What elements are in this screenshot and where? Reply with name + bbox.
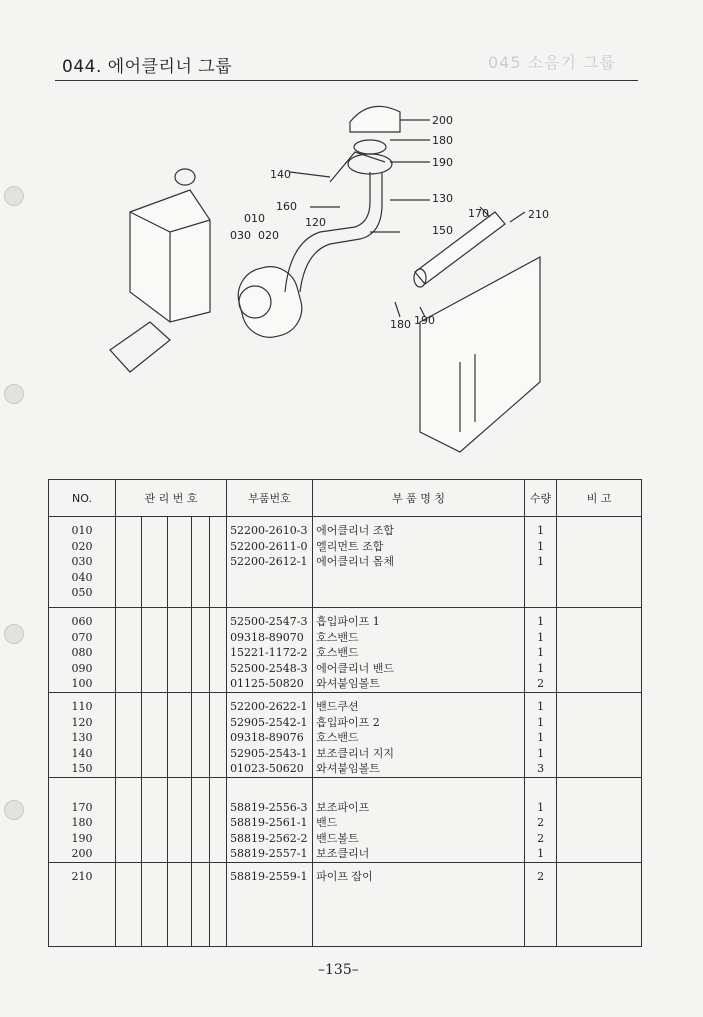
cell-qty xyxy=(525,693,557,778)
cell-qty-value: 3 xyxy=(537,762,545,775)
cell-part-no-value: 52200-2612-1 xyxy=(230,555,308,568)
cell-qty xyxy=(525,778,557,863)
cell-mgmt-code xyxy=(142,693,168,778)
cell-note xyxy=(557,693,642,778)
cell-qty-value xyxy=(528,570,553,586)
cell-part-name-value: 호스밴드 xyxy=(316,646,359,659)
cell-mgmt-code xyxy=(210,693,227,778)
cell-part-name-value: 에어클리너 몸체 xyxy=(316,555,394,568)
cell-part-no-value: 58819-2559-1 xyxy=(230,870,308,883)
cell-qty-value: 1 xyxy=(537,800,545,814)
callout-170: 170 xyxy=(468,207,489,220)
table-row-group xyxy=(49,693,642,778)
cell-qty-value: 1 xyxy=(537,646,545,659)
cell-part-no-value: 52905-2542-1 xyxy=(230,715,308,729)
cell-note xyxy=(557,608,642,693)
cell-mgmt-code xyxy=(210,863,227,947)
callout-190: 190 xyxy=(414,314,435,327)
exploded-parts-diagram xyxy=(100,92,560,472)
cell-qty-value: 1 xyxy=(537,731,545,744)
diagram-svg xyxy=(100,92,560,472)
cell-no-value xyxy=(52,784,112,800)
cell-mgmt-code xyxy=(168,863,192,947)
cell-no xyxy=(49,608,116,693)
cell-note xyxy=(557,863,642,947)
cell-part-name-value: 보조클리너 지지 xyxy=(316,746,394,760)
cell-part-name-value: 호스밴드 xyxy=(316,731,359,744)
cell-part-name-value xyxy=(316,570,521,586)
cell-qty-value: 1 xyxy=(537,615,545,628)
cell-mgmt-code xyxy=(192,693,210,778)
cell-part-name-value: 파이프 잡이 xyxy=(316,870,373,883)
cell-no-value: 090 xyxy=(71,661,93,675)
cell-no-value: 070 xyxy=(71,630,93,644)
cell-qty-value: 1 xyxy=(537,847,545,860)
cell-qty xyxy=(525,517,557,608)
cell-part-no-value: 58819-2556-3 xyxy=(230,800,308,814)
cell-mgmt-code xyxy=(142,517,168,608)
cell-note xyxy=(557,778,642,863)
callout-160: 160 xyxy=(276,200,297,213)
cell-qty-value: 1 xyxy=(537,555,545,568)
cell-mgmt-code xyxy=(192,608,210,693)
cell-part-name xyxy=(313,778,525,863)
callout-020: 020 xyxy=(258,229,279,242)
table-row-group xyxy=(49,608,642,693)
cell-mgmt-code xyxy=(210,778,227,863)
cell-part-no-value: 09318-89070 xyxy=(230,630,304,644)
cell-part-name-value: 보조파이프 xyxy=(316,800,370,814)
cell-mgmt-code xyxy=(168,693,192,778)
header-rule xyxy=(55,80,638,81)
cell-mgmt-code xyxy=(168,608,192,693)
table-header-row xyxy=(49,480,642,517)
cell-qty-value: 2 xyxy=(537,870,545,883)
cell-part-name-value xyxy=(316,585,521,601)
cell-qty-value: 1 xyxy=(537,539,545,553)
header-qty: 수량 xyxy=(525,480,557,517)
cell-mgmt-code xyxy=(168,517,192,608)
cell-mgmt-code xyxy=(192,778,210,863)
header-no: NO. xyxy=(49,480,116,517)
cell-no-value: 080 xyxy=(71,646,93,659)
cell-qty-value xyxy=(528,784,553,800)
cell-qty-value: 1 xyxy=(537,700,545,713)
callout-150: 150 xyxy=(432,224,453,237)
callout-010: 010 xyxy=(244,212,265,225)
cell-qty-value: 2 xyxy=(537,816,545,829)
cell-mgmt-code xyxy=(116,778,142,863)
punch-hole xyxy=(4,186,24,206)
callout-200: 200 xyxy=(432,114,453,127)
cell-mgmt-code xyxy=(192,863,210,947)
cell-part-name-value: 밴드볼트 xyxy=(316,831,359,845)
cell-qty-value: 2 xyxy=(537,677,545,690)
cell-qty-value: 1 xyxy=(537,715,545,729)
header-note: 비 고 xyxy=(557,480,642,517)
cell-qty-value: 1 xyxy=(537,661,545,675)
cell-part-name-value: 와셔붙임볼트 xyxy=(316,677,380,690)
cell-no-value: 020 xyxy=(71,539,93,553)
cell-part-no-value: 09318-89076 xyxy=(230,731,304,744)
cell-part-name-value: 에어클리너 조합 xyxy=(316,524,394,537)
callout-030: 030 xyxy=(230,229,251,242)
cell-part-no-value: 52905-2543-1 xyxy=(230,746,308,760)
cell-part-no xyxy=(227,517,313,608)
cell-part-name-value: 호스밴드 xyxy=(316,630,359,644)
cell-no-value: 180 xyxy=(71,816,93,829)
cell-no xyxy=(49,517,116,608)
cell-mgmt-code xyxy=(210,517,227,608)
show-through-text: 045 소음기 그룹 xyxy=(488,53,616,72)
cell-no-value: 120 xyxy=(71,715,93,729)
cell-no-value: 110 xyxy=(71,700,93,713)
cell-no-value: 150 xyxy=(71,762,93,775)
cell-part-name xyxy=(313,693,525,778)
table-row-group xyxy=(49,863,642,947)
cell-qty-value: 1 xyxy=(537,524,545,537)
cell-qty-value: 2 xyxy=(537,831,545,845)
parts-table xyxy=(48,479,642,947)
cell-mgmt-code xyxy=(168,778,192,863)
header-name: 부 품 명 칭 xyxy=(313,480,525,517)
cell-part-no-value: 52200-2611-0 xyxy=(230,539,308,553)
cell-part-no-value: 58819-2561-1 xyxy=(230,816,308,829)
cell-part-no-value: 15221-1172-2 xyxy=(230,646,308,659)
cell-mgmt-code xyxy=(210,608,227,693)
callout-140: 140 xyxy=(270,168,291,181)
cell-no-value: 100 xyxy=(71,677,93,690)
cell-part-no xyxy=(227,778,313,863)
cell-no xyxy=(49,778,116,863)
cell-part-no-value: 58819-2562-2 xyxy=(230,831,308,845)
cell-part-name-value: 에어클리너 밴드 xyxy=(316,661,394,675)
cell-part-no xyxy=(227,608,313,693)
cell-qty-value: 1 xyxy=(537,630,545,644)
cell-part-name-value: 밴드 xyxy=(316,816,338,829)
cell-no-value: 060 xyxy=(71,615,93,628)
punch-hole xyxy=(4,384,24,404)
cell-part-name-value: 흡입파이프 1 xyxy=(316,615,380,628)
callout-180: 180 xyxy=(390,318,411,331)
cell-qty-value: 1 xyxy=(537,746,545,760)
cell-mgmt-code xyxy=(116,863,142,947)
cell-no-value: 210 xyxy=(71,870,93,883)
cell-no-value: 040 xyxy=(71,570,93,584)
cell-note xyxy=(557,517,642,608)
cell-part-no-value: 52200-2610-3 xyxy=(230,524,308,537)
cell-mgmt-code xyxy=(116,693,142,778)
page-number: –135– xyxy=(318,962,359,978)
cell-part-name-value: 보조클리너 xyxy=(316,847,370,860)
cell-part-no xyxy=(227,693,313,778)
callout-190: 190 xyxy=(432,156,453,169)
cell-mgmt-code xyxy=(142,778,168,863)
cell-mgmt-code xyxy=(142,863,168,947)
header-mgmt: 관 리 번 호 xyxy=(116,480,227,517)
cell-part-name-value: 밴드쿠션 xyxy=(316,700,359,713)
callout-120: 120 xyxy=(305,216,326,229)
page-title: 044. 에어클리너 그룹 xyxy=(62,57,233,77)
cell-no-value: 170 xyxy=(71,800,93,814)
cell-part-no-value xyxy=(230,570,309,586)
header-part-no: 부품번호 xyxy=(227,480,313,517)
cell-part-no-value: 01125-50820 xyxy=(230,677,304,690)
cell-part-name-value: 와셔붙임볼트 xyxy=(316,762,380,775)
cell-no-value: 130 xyxy=(71,731,93,744)
cell-part-name xyxy=(313,863,525,947)
cell-no-value: 200 xyxy=(71,847,93,860)
cell-mgmt-code xyxy=(116,517,142,608)
parts-table-body xyxy=(49,517,642,947)
cell-part-name xyxy=(313,608,525,693)
cell-part-name-value xyxy=(316,784,521,800)
cell-part-no-value: 58819-2557-1 xyxy=(230,847,308,860)
cell-no xyxy=(49,863,116,947)
cell-no-value: 030 xyxy=(71,555,93,568)
table-row-group xyxy=(49,517,642,608)
cell-qty xyxy=(525,608,557,693)
cell-no-value: 140 xyxy=(71,746,93,760)
callout-210: 210 xyxy=(528,208,549,221)
punch-hole xyxy=(4,800,24,820)
cell-part-no-value xyxy=(230,585,309,601)
cell-no xyxy=(49,693,116,778)
cell-no-value: 010 xyxy=(71,524,93,537)
table-row-group xyxy=(49,778,642,863)
punch-hole xyxy=(4,624,24,644)
cell-mgmt-code xyxy=(192,517,210,608)
cell-no-value: 050 xyxy=(71,586,93,599)
cell-part-name-value: 엘리먼트 조합 xyxy=(316,539,384,553)
cell-part-no-value xyxy=(230,784,309,800)
cell-part-no-value: 52500-2547-3 xyxy=(230,615,308,628)
cell-qty-value xyxy=(528,585,553,601)
callout-130: 130 xyxy=(432,192,453,205)
cell-qty xyxy=(525,863,557,947)
cell-part-no xyxy=(227,863,313,947)
cell-part-name-value: 흡입파이프 2 xyxy=(316,715,380,729)
cell-mgmt-code xyxy=(142,608,168,693)
cell-mgmt-code xyxy=(116,608,142,693)
cell-no-value: 190 xyxy=(71,831,93,845)
cell-part-name xyxy=(313,517,525,608)
cell-part-no-value: 01023-50620 xyxy=(230,762,304,775)
callout-180: 180 xyxy=(432,134,453,147)
cell-part-no-value: 52200-2622-1 xyxy=(230,700,308,713)
cell-part-no-value: 52500-2548-3 xyxy=(230,661,308,675)
